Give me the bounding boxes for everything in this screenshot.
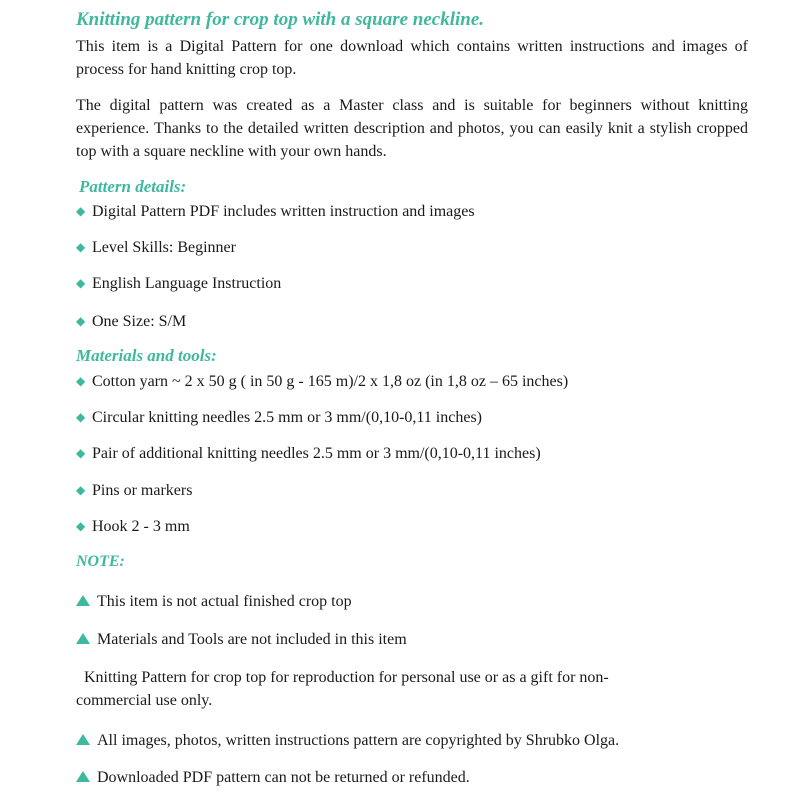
intro-paragraph-1: This item is a Digital Pattern for one download which contains written instructions and images of process for hand knitting crop top. — [76, 38, 748, 78]
diamond-icon: ◆ — [76, 519, 86, 533]
list-item — [76, 731, 619, 751]
list-item — [76, 371, 568, 392]
list-item-text: Cotton yarn ~ 2 x 50 g ( in 50 g - 165 m)/2 x 1,8 oz (in 1,8 oz – 65 inches) — [92, 373, 569, 390]
triangle-icon — [76, 595, 90, 606]
usage-paragraph: Knitting Pattern for crop top for reproduction for personal use or as a gift for non-commercial use only. — [76, 669, 609, 709]
list-item — [76, 273, 281, 294]
list-item — [76, 311, 186, 332]
list-item-text: Hook 2 - 3 mm — [92, 518, 190, 535]
list-item-text: Materials and Tools are not included in this item — [97, 631, 407, 648]
list-item — [76, 768, 470, 788]
triangle-icon — [76, 633, 90, 644]
list-item — [76, 407, 482, 428]
list-item — [76, 443, 541, 464]
list-item-text: Digital Pattern PDF includes written instruction and images — [92, 203, 475, 220]
note-heading: NOTE: — [76, 553, 125, 570]
list-item — [76, 237, 236, 258]
triangle-icon — [76, 771, 90, 782]
diamond-icon: ◆ — [76, 276, 86, 290]
list-item-text: Circular knitting needles 2.5 mm or 3 mm/(0,10-0,11 inches) — [92, 409, 482, 426]
page-title: Knitting pattern for crop top with a square neckline. — [76, 9, 485, 30]
list-item — [76, 480, 192, 501]
diamond-icon: ◆ — [76, 314, 86, 328]
diamond-icon: ◆ — [76, 374, 86, 388]
list-item — [76, 201, 475, 222]
diamond-icon: ◆ — [76, 410, 86, 424]
materials-heading: Materials and tools: — [76, 346, 217, 365]
diamond-icon: ◆ — [76, 240, 86, 254]
list-item-text: English Language Instruction — [92, 275, 282, 292]
list-item — [76, 516, 190, 537]
list-item-text: Downloaded PDF pattern can not be returned or refunded. — [97, 769, 470, 786]
list-item-text: Pair of additional knitting needles 2.5 mm or 3 mm/(0,10-0,11 inches) — [92, 445, 541, 462]
intro-paragraph-2: The digital pattern was created as a Master class and is suitable for beginners without knitting experience. Thanks to the detailed written description and photos, you can easily knit a stylish cropped top with a square neckline with your own hands. — [76, 97, 748, 160]
diamond-icon: ◆ — [76, 446, 86, 460]
list-item-text: One Size: S/M — [92, 313, 187, 330]
list-item — [76, 592, 352, 612]
list-item-text: All images, photos, written instructions pattern are copyrighted by Shrubko Olga. — [97, 732, 620, 749]
list-item-text: Level Skills: Beginner — [92, 239, 236, 256]
list-item — [76, 630, 407, 650]
diamond-icon: ◆ — [76, 204, 86, 218]
diamond-icon: ◆ — [76, 483, 86, 497]
list-item-text: This item is not actual finished crop top — [97, 593, 352, 610]
triangle-icon — [76, 734, 90, 745]
pattern-details-heading: Pattern details: — [79, 177, 187, 196]
list-item-text: Pins or markers — [92, 482, 193, 499]
